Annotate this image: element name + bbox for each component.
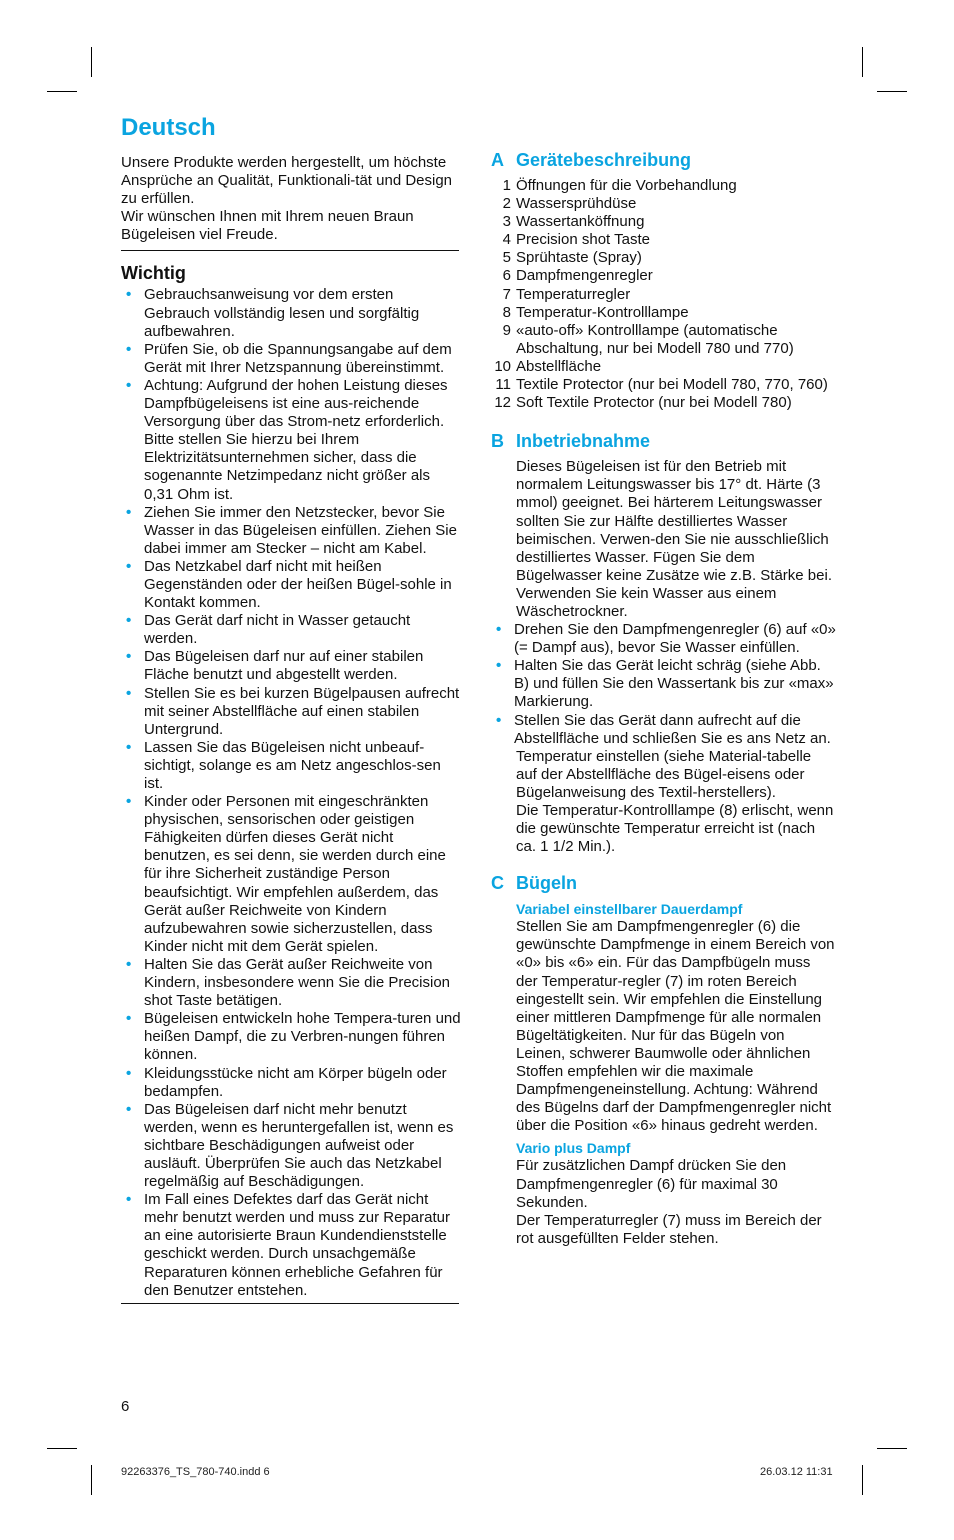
part-label: Wassersprühdüse xyxy=(516,195,637,213)
section-a-title: Gerätebeschreibung xyxy=(516,150,692,170)
intro xyxy=(121,154,463,244)
crop-mark xyxy=(47,1448,77,1449)
list-item-text: Drehen Sie den Dampfmengenregler (6) auf «0» (= Dampf aus), bevor Sie Wasser einfüllen. xyxy=(514,621,836,657)
section-b-after-paragraph: Temperatur einstellen (siehe Material-tabelle auf der Abstellfläche des Bügel-eisens oder Bügelanweisung des Textil-herstellers). xyxy=(516,747,812,801)
list-item xyxy=(121,1065,463,1101)
list-item-text: Gebrauchsanweisung vor dem ersten Gebrauch vollständig lesen und sorgfältig aufbewahren. xyxy=(144,286,420,340)
part-label: Textile Protector (nur bei Modell 780, 770, 760) xyxy=(516,376,828,394)
list-item-text: Das Gerät darf nicht in Wasser getaucht werden. xyxy=(144,612,411,648)
section-b-intro: Dieses Bügeleisen ist für den Betrieb mit normalem Leitungswasser bis 17° dt. Härte (3 mmol) geeignet. Bei härterem Leitungswasser sollten Sie zur Hälfte destilliertes Wasser beimischen. Verwen-den Sie nie ausschließlich destilliertes Wasser. Fügen Sie dem Bügelwasser keine Zusätze wie z.B. Stärke bei. Verwenden Sie kein Wasser aus einem Wäschetrockner. xyxy=(516,458,832,620)
list-item-text: Prüfen Sie, ob die Spannungsangabe auf dem Gerät mit Ihrer Netzspannung übereinstimmt. xyxy=(144,340,452,376)
part-item xyxy=(491,231,836,249)
section-c xyxy=(491,873,836,1248)
parts-list xyxy=(491,177,836,412)
list-item xyxy=(491,657,836,711)
part-number: 3 xyxy=(502,213,511,231)
list-item xyxy=(121,558,463,612)
part-item xyxy=(491,322,836,358)
list-item xyxy=(121,377,463,504)
list-item xyxy=(121,1191,463,1300)
part-label: Abstellfläche xyxy=(516,357,602,375)
part-item xyxy=(491,394,836,412)
footer-file: 92263376_TS_780-740.indd 6 xyxy=(121,1466,270,1478)
left-column xyxy=(121,114,463,1304)
bullet-icon: • xyxy=(126,376,132,394)
bullet-icon: • xyxy=(126,557,132,575)
list-item-text: Halten Sie das Gerät außer Reichweite von Kindern, insbesondere wenn Sie die Precision shot Taste betätigen. xyxy=(144,955,451,1010)
intro-paragraph: Unsere Produkte werden hergestellt, um höchste Ansprüche an Qualität, Funktionali-tät und Design zu erfüllen. xyxy=(121,154,453,208)
bullet-icon: • xyxy=(126,1191,132,1209)
part-label: Sprühtaste (Spray) xyxy=(516,249,642,267)
part-label: Öffnungen für die Vorbehandlung xyxy=(516,177,737,194)
crop-mark xyxy=(862,1465,863,1495)
part-item xyxy=(491,304,836,322)
part-number: 9 xyxy=(502,321,511,339)
bullet-icon: • xyxy=(126,503,132,521)
part-number: 11 xyxy=(495,376,511,394)
list-item xyxy=(491,621,836,657)
bullet-icon: • xyxy=(126,612,132,630)
list-item xyxy=(121,504,463,558)
section-b-bullets xyxy=(491,621,836,748)
part-label: Precision shot Taste xyxy=(516,231,650,249)
section-c-heading xyxy=(491,873,836,894)
bullet-icon: • xyxy=(126,793,132,811)
page-title: Deutsch xyxy=(121,114,216,141)
list-item-text: Bügeleisen entwickeln hohe Tempera-turen und heißen Dampf, die zu Verbren-nungen führen können. xyxy=(144,1010,461,1064)
part-item xyxy=(491,213,836,231)
section-b xyxy=(491,431,836,856)
right-column xyxy=(491,150,836,1265)
list-item-text: Kleidungsstücke nicht am Körper bügeln oder bedampfen. xyxy=(144,1064,447,1100)
bullet-icon: • xyxy=(126,340,132,358)
part-number: 4 xyxy=(502,231,511,249)
list-item-text: Stellen Sie es bei kurzen Bügelpausen aufrecht mit seiner Abstellfläche auf einen stabilen Untergrund. xyxy=(144,684,460,738)
list-item-text: Das Bügeleisen darf nicht mehr benutzt werden, wenn es heruntergefallen ist, wenn es sichtbare Beschädigungen aufweist oder ausläuft. Überprüfen Sie auch das Netzkabel regelmäßig auf Beschädigungen. xyxy=(144,1100,454,1191)
part-number: 10 xyxy=(494,357,511,375)
list-item-text: Stellen Sie das Gerät dann aufrecht auf die Abstellfläche und schließen Sie es ans Netz an. xyxy=(514,711,831,747)
section-b-heading xyxy=(491,431,836,452)
crop-mark xyxy=(877,91,907,92)
crop-mark xyxy=(91,1465,92,1495)
section-b-title: Inbetriebnahme xyxy=(516,431,651,452)
part-label: Temperatur-Kontrolllampe xyxy=(516,303,689,321)
section-b-after-paragraph: Die Temperatur-Kontrolllampe (8) erlischt, wenn die gewünschte Temperatur erreicht ist (nach ca. 1 1/2 Min.). xyxy=(516,802,834,856)
part-number: 7 xyxy=(502,285,511,303)
bullet-icon: • xyxy=(126,955,132,973)
part-item xyxy=(491,286,836,304)
vario-text: Für zusätzlichen Dampf drücken Sie den Dampfmengenregler (6) für maximal 30 Sekunden. xyxy=(516,1157,787,1211)
bullet-icon: • xyxy=(126,1064,132,1082)
bullet-icon: • xyxy=(126,1100,132,1118)
bullet-icon: • xyxy=(496,711,502,729)
intro-paragraph: Wir wünschen Ihnen mit Ihrem neuen Braun Bügeleisen viel Freude. xyxy=(121,208,414,244)
crop-mark xyxy=(91,47,92,77)
list-item xyxy=(121,956,463,1010)
divider xyxy=(121,1303,459,1304)
part-item xyxy=(491,376,836,394)
bullet-icon: • xyxy=(126,1010,132,1028)
list-item xyxy=(121,286,463,340)
footer-date: 26.03.12 11:31 xyxy=(760,1466,833,1478)
list-item-text: Kinder oder Personen mit eingeschränkten physischen, sensorischen oder geistigen Fähigkeiten dürfen dieses Gerät nicht benutzen, es sei denn, sie werden durch eine für ihre Sicherheit zuständige Person beaufsichtigt. Wir empfehlen außerdem, das Gerät außer Reichweite von Kindern aufzubewahren sowie sicherzustellen, dass Kinder nicht mit dem Gerät spielen. xyxy=(144,793,446,955)
dauerdampf-text: Stellen Sie am Dampfmengenregler (6) die gewünschte Dampfmenge in einem Bereich von «0» bis «6» ein. Für das Dampfbügeln muss der Temperatur-regler (7) im roten Bereich eingestellt sein. Wir empfehlen die Einstellung einer mittleren Dampfmenge für alle normalen Bügeltätigkeiten. Nur für das Bügeln von Leinen, schwerer Baumwolle oder ähnlichen Stoffen empfehlen wir die maximale Dampfmengeneinstellung. Achtung: Während des Bügelns darf der Dampfmengenregler nicht über die Position «6» hinaus gedreht werden. xyxy=(516,918,835,1135)
crop-mark xyxy=(862,47,863,77)
bullet-icon: • xyxy=(126,648,132,666)
list-item xyxy=(121,612,463,648)
part-number: 2 xyxy=(502,195,511,213)
part-label: «auto-off» Kontrolllampe (automatische Abschaltung, nur bei Modell 780 und 770) xyxy=(516,321,794,357)
part-number: 6 xyxy=(502,267,511,285)
sub-heading-vario: Vario plus Dampf xyxy=(516,1140,631,1157)
wichtig-heading: Wichtig xyxy=(121,263,186,284)
part-item xyxy=(491,195,836,213)
list-item-text: Halten Sie das Gerät leicht schräg (siehe Abb. B) und füllen Sie den Wassertank bis zur «max» Markierung. xyxy=(514,657,834,711)
section-a xyxy=(491,150,836,412)
section-c-letter: C xyxy=(491,873,504,894)
list-item xyxy=(121,685,463,739)
section-b-after xyxy=(491,748,836,857)
sub-heading-dauerdampf: Variabel einstellbarer Dauerdampf xyxy=(516,901,743,918)
list-item-text: Das Bügeleisen darf nur auf einer stabilen Fläche benutzt und abgestellt werden. xyxy=(144,648,424,684)
bullet-icon: • xyxy=(496,621,502,639)
bullet-icon: • xyxy=(496,657,502,675)
section-b-letter: B xyxy=(491,431,504,452)
part-number: 1 xyxy=(502,177,511,194)
list-item xyxy=(121,739,463,793)
vario-text: Der Temperaturregler (7) muss im Bereich der rot ausgefüllten Felder stehen. xyxy=(516,1211,822,1247)
part-number: 8 xyxy=(502,303,511,321)
list-item-text: Im Fall eines Defektes darf das Gerät nicht mehr benutzt werden und muss zur Reparatur an eine autorisierte Braun Kundendienststelle geschickt werden. Durch unsachgemäße Reparaturen können erhebliche Gefahren für den Benutzer entstehen. xyxy=(144,1191,450,1299)
part-item xyxy=(491,267,836,285)
page-number: 6 xyxy=(121,1398,130,1415)
part-item xyxy=(491,249,836,267)
list-item-text: Das Netzkabel darf nicht mit heißen Gegenständen oder der heißen Bügel-sohle in Kontakt kommen. xyxy=(144,557,452,612)
part-item xyxy=(491,358,836,376)
bullet-icon: • xyxy=(126,684,132,702)
list-item-text: Lassen Sie das Bügeleisen nicht unbeauf-sichtigt, solange es am Netz angeschlos-sen ist. xyxy=(144,738,441,792)
part-label: Soft Textile Protector (nur bei Modell 780) xyxy=(516,394,792,412)
section-c-body xyxy=(491,900,836,1248)
part-item xyxy=(491,177,836,195)
part-label: Wassertanköffnung xyxy=(516,213,645,231)
part-number: 12 xyxy=(494,394,511,412)
bullet-icon: • xyxy=(126,286,132,304)
crop-mark xyxy=(47,91,77,92)
divider xyxy=(121,250,459,251)
section-a-letter: A xyxy=(491,150,504,170)
section-b-intro-block xyxy=(491,458,836,621)
bullet-icon: • xyxy=(126,738,132,756)
list-item xyxy=(121,1010,463,1064)
list-item xyxy=(121,793,463,956)
part-number: 5 xyxy=(502,249,511,267)
wichtig-list xyxy=(121,286,463,1299)
part-label: Dampfmengenregler xyxy=(516,267,653,285)
list-item-text: Ziehen Sie immer den Netzstecker, bevor Sie Wasser in das Bügeleisen einfüllen. Ziehen Sie dabei immer am Stecker – nicht am Kabel. xyxy=(144,503,457,557)
list-item xyxy=(121,1101,463,1191)
list-item xyxy=(491,712,836,748)
crop-mark xyxy=(877,1448,907,1449)
list-item-text: Achtung: Aufgrund der hohen Leistung dieses Dampfbügeleisens ist eine aus-reichende Versorgung über das Strom-netz erforderlich. Bitte stellen Sie hierzu bei Ihrem Elektrizitätsunternehmen sicher, dass die sogenannte Netzimpedanz nicht größer als 0,31 Ohm ist. xyxy=(144,376,448,503)
section-a-heading xyxy=(491,150,836,171)
section-c-title: Bügeln xyxy=(516,873,577,894)
list-item xyxy=(121,648,463,684)
part-label: Temperaturregler xyxy=(516,285,631,303)
list-item xyxy=(121,341,463,377)
